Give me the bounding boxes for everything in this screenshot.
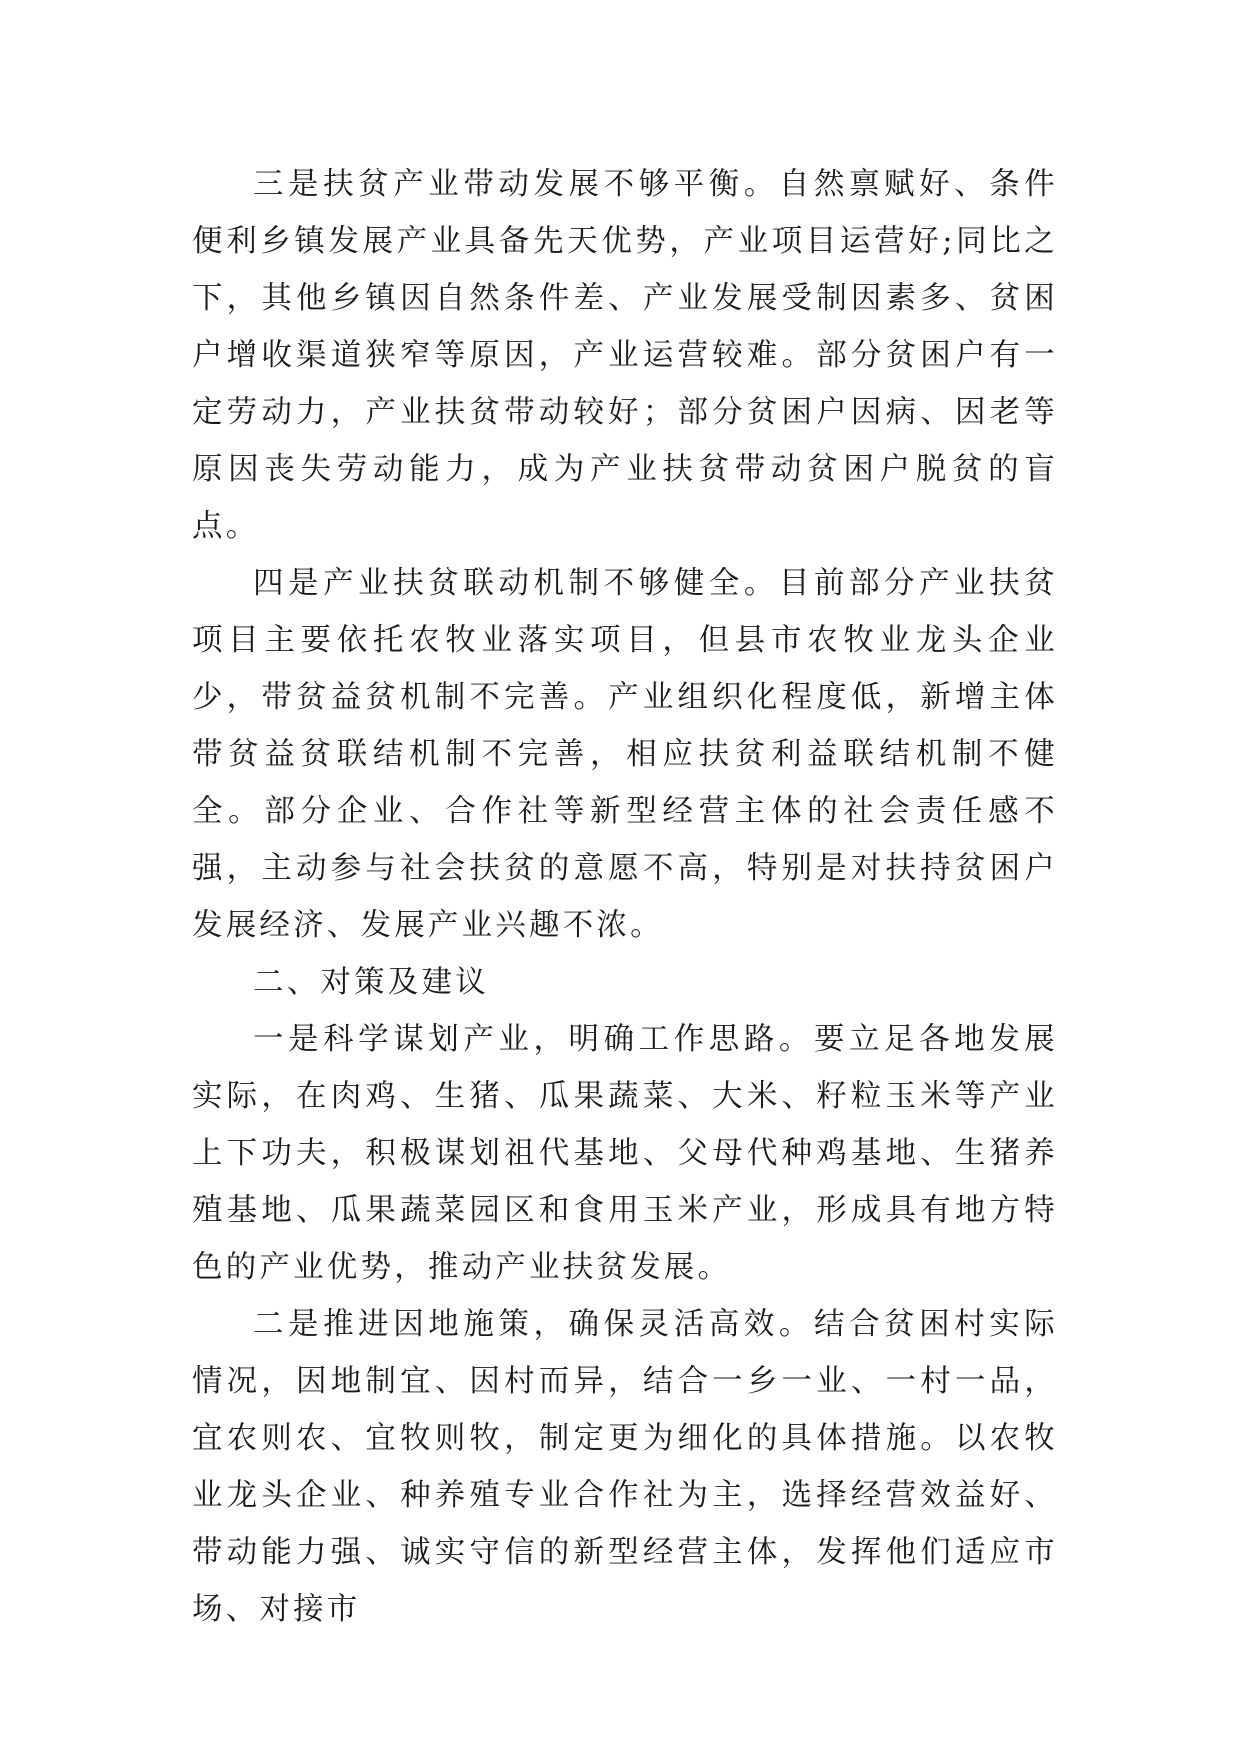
section-heading-countermeasures: 二、对策及建议 — [253, 965, 489, 1000]
paragraph-imbalance: 三是扶贫产业带动发展不够平衡。自然禀赋好、条件便利乡镇发展产业具备先天优势，产业项目运营好;同比之下，其他乡镇因自然条件差、产业发展受制因素多、贫困户增收渠道狭窄等原因，产业运营较难。部分贫困户有一定劳动力，产业扶贫带动较好；部分贫困户因病、因老等原因丧失劳动能力，成为产业扶贫带动贫困户脱贫的盲点。 — [192, 167, 1058, 544]
paragraph-planning: 一是科学谋划产业，明确工作思路。要立足各地发展实际，在肉鸡、生猪、瓜果蔬菜、大米、籽粒玉米等产业上下功夫，积极谋划祖代基地、父母代种鸡基地、生猪养殖基地、瓜果蔬菜园区和食用玉米产业，形成具有地方特色的产业优势，推动产业扶贫发展。 — [192, 1022, 1058, 1285]
document-body — [192, 156, 1058, 1638]
paragraph-local-measures: 二是推进因地施策，确保灵活高效。结合贫困村实际情况，因地制宜、因村而异，结合一乡一业、一村一品，宜农则农、宜牧则牧，制定更为细化的具体措施。以农牧业龙头企业、种养殖专业合作社为主，选择经营效益好、带动能力强、诚实守信的新型经营主体，发挥他们适应市场、对接市 — [192, 1307, 1058, 1627]
paragraph-linkage-mechanism: 四是产业扶贫联动机制不够健全。目前部分产业扶贫项目主要依托农牧业落实项目，但县市农牧业龙头企业少，带贫益贫机制不完善。产业组织化程度低，新增主体带贫益贫联结机制不完善，相应扶贫利益联结机制不健全。部分企业、合作社等新型经营主体的社会责任感不强，主动参与社会扶贫的意愿不高，特别是对扶持贫困户发展经济、发展产业兴趣不浓。 — [192, 566, 1058, 943]
